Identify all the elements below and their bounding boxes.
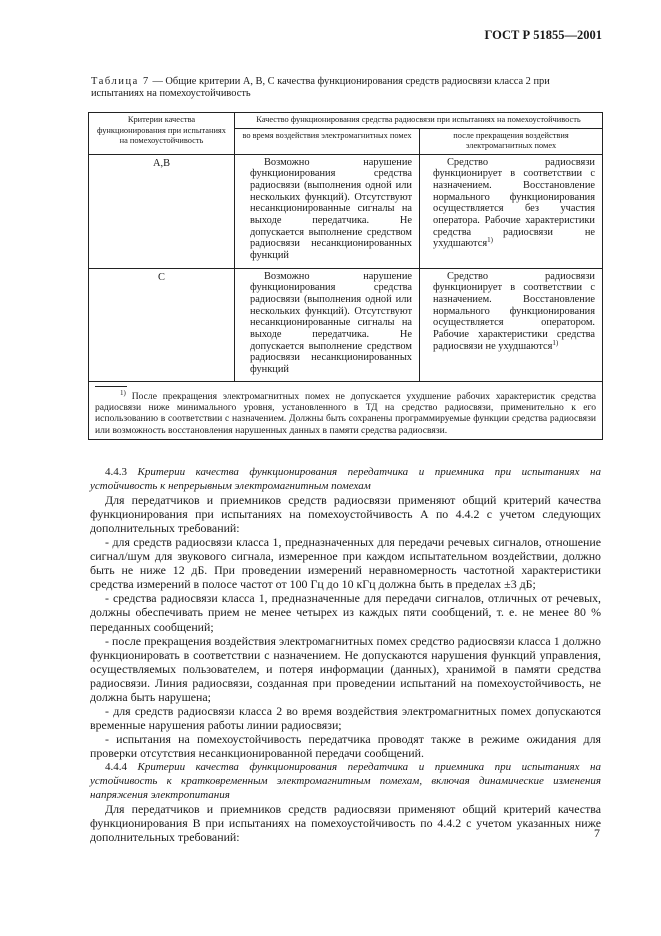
header-criteria: Критерии качества функционирования при испытаниях на помехоустойчивость	[89, 113, 235, 155]
during-cell: Возможно нарушение функционирования средства радиосвязи (выполнения одной или нескольких функций). Отсутствуют несанкционированные сигналы на выходе передатчика. Не допускается выполнение средством радиосвязи несанкционированных функций	[235, 268, 420, 381]
criteria-cell: А,В	[89, 154, 235, 268]
footnote-ref: 1)	[487, 236, 493, 245]
table-caption-text: — Общие критерии А, В, С качества функционирования средств радиосвязи класса 2 при испытаниях на помехоустойчивость	[91, 76, 550, 99]
header-quality: Качество функционирования средства радиосвязи при испытаниях на помехоустойчивость	[235, 113, 603, 129]
after-cell	[420, 268, 603, 381]
list-item: - испытания на помехоустойчивость передатчика проводят также в режиме ожидания для проверки отсутствия несанкционированной передачи сообщений.	[90, 731, 601, 760]
section-number: 4.4.4	[105, 760, 127, 773]
footnote-text	[95, 388, 596, 437]
section-title: Критерии качества функционирования передатчика и приемника при испытаниях на устойчивость к непрерывным электромагнитным помехам	[90, 466, 602, 493]
list-item: - средства радиосвязи класса 1, предназначенные для передачи сигналов, отличных от речевых, должны обеспечивать прием не менее четырех из каждых пяти сообщений, т. е. не менее 80 % переданных сообщений;	[90, 591, 601, 634]
section-title: Критерии качества функционирования передатчика и приемника при испытаниях на устойчивость к кратковременным электромагнитным помехам, включая динамические изменения напряжения электропитания	[90, 760, 602, 802]
body-text	[90, 465, 601, 844]
table-row	[89, 154, 603, 268]
during-cell: Возможно нарушение функционирования средства радиосвязи (выполнения одной или нескольких функций). Отсутствуют несанкционированные сигналы на выходе передатчика. Не допускается выполнение средством радиосвязи несанкционированных функций	[235, 154, 420, 268]
list-item: - для средств радиосвязи класса 1, предназначенных для передачи речевых сигналов, отношение сигнал/шум для звукового сигнала, измеренное при каждом испытательном воздействии, должно быть не ниже 12 дБ. При проведении измерений неравномерность частотной характеристики средства измерений в полосе частот от 100 Гц до 10 кГц должна быть в пределах ±3 дБ;	[90, 535, 601, 592]
table-footnote	[89, 381, 603, 440]
footnote-ref: 1)	[552, 338, 559, 347]
page-number: 7	[594, 826, 600, 840]
section-heading-443	[90, 465, 601, 493]
footnote-divider	[95, 386, 127, 387]
section-number: 4.4.3	[105, 466, 127, 478]
after-text: Средство радиосвязи функционирует в соответствии с назначением. Восстановление нормального функционирования осуществляется оператором. Рабочие характеристики средства радиосвязи не ухудшаются	[433, 270, 595, 352]
footnote-body: После прекращения электромагнитных помех не допускается ухудшение рабочих характеристик средства радиосвязи ниже минимального уровня, установленного в ТД на средство радиосвязи, применительно к его использованию в соответствии с назначением. Должны быть сохранены программируемые функции средства радиосвязи или возможность восстановления нарушенных данных в памяти средства радиосвязи.	[95, 390, 596, 436]
subheader-during: во время воздействия электромагнитных помех	[235, 128, 420, 154]
criteria-table	[88, 112, 603, 440]
criteria-cell: С	[89, 268, 235, 381]
section-heading-444	[90, 760, 601, 802]
table-caption-label: Таблица 7	[91, 76, 150, 87]
paragraph: Для передатчиков и приемников средств радиосвязи применяют общий критерий качества функционирования В при испытаниях на помехоустойчивость по 4.4.2 с учетом указанных ниже дополнительных требований:	[90, 802, 601, 845]
after-cell	[420, 154, 603, 268]
subheader-after: после прекращения воздействия электромагнитных помех	[420, 128, 603, 154]
list-item: - для средств радиосвязи класса 2 во время воздействия электромагнитных помех допускаются временные нарушения работы линии радиосвязи;	[90, 703, 601, 732]
table-footnote-row	[89, 381, 603, 440]
after-text: Средство радиосвязи функционирует в соответствии с назначением. Восстановление нормального функционирования осуществляется без участия оператора. Рабочие характеристики средства радиосвязи не ухудшаются	[433, 156, 595, 250]
table-header-row	[89, 113, 603, 129]
list-item: - после прекращения воздействия электромагнитных помех средство радиосвязи класса 1 должно функционировать в соответствии с назначением. Не допускаются нарушения функций управления, осуществляемых пользователем, и потеря информации (данных), хранимой в памяти средства радиосвязи. Линия радиосвязи, созданная при проведении испытаний на помехоустойчивость, не должна быть нарушена;	[90, 633, 601, 704]
table-row	[89, 268, 603, 381]
standard-code: ГОСТ Р 51855—2001	[484, 28, 602, 42]
paragraph: Для передатчиков и приемников средств радиосвязи применяют общий критерий качества функционирования при испытаниях на помехоустойчивость А по 4.4.2 с учетом следующих дополнительных требований:	[90, 493, 601, 536]
footnote-mark: 1)	[120, 388, 126, 397]
table-caption	[91, 76, 601, 100]
